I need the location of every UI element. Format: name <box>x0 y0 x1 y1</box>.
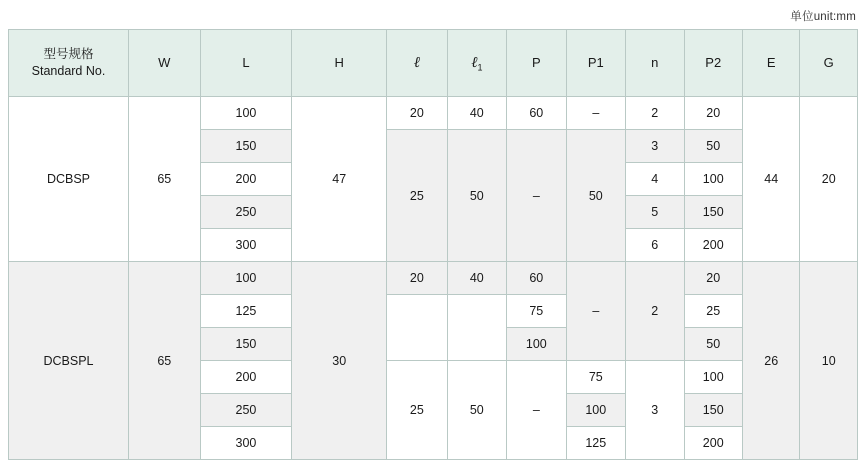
cell-n: 4 <box>626 163 684 196</box>
header-small-l1-subscript: 1 <box>477 62 483 73</box>
cell-small-l1: 40 <box>447 97 506 130</box>
cell-l: 250 <box>200 196 292 229</box>
cell-p2: 200 <box>684 229 742 262</box>
cell-p2: 100 <box>684 361 742 394</box>
cell-small-l1 <box>447 295 506 361</box>
cell-p2: 150 <box>684 196 742 229</box>
header-standard-no-en: Standard No. <box>31 64 106 78</box>
cell-l: 100 <box>200 262 292 295</box>
unit-note: 单位unit:mm <box>790 11 856 23</box>
cell-p2: 50 <box>684 130 742 163</box>
cell-p1: 75 <box>566 361 625 394</box>
header-standard-no <box>9 30 129 97</box>
cell-l: 100 <box>200 97 292 130</box>
cell-standard-no: DCBSP <box>9 97 129 262</box>
cell-n: 3 <box>626 361 684 460</box>
cell-l: 125 <box>200 295 292 328</box>
cell-n: 3 <box>626 130 684 163</box>
cell-n: 2 <box>626 262 684 361</box>
header-small-l1-glyph: ℓ <box>471 54 478 71</box>
cell-n: 5 <box>626 196 684 229</box>
cell-small-l1: 40 <box>447 262 506 295</box>
header-g: G <box>800 30 858 97</box>
header-p2: P2 <box>684 30 742 97</box>
header-small-l1 <box>447 30 506 97</box>
cell-p: 100 <box>507 328 566 361</box>
header-p1: P1 <box>566 30 625 97</box>
cell-p: 75 <box>507 295 566 328</box>
table-body <box>9 97 858 460</box>
header-small-l <box>387 30 447 97</box>
table-row <box>9 262 858 295</box>
cell-w: 65 <box>128 262 200 460</box>
cell-p2: 20 <box>684 262 742 295</box>
cell-l: 200 <box>200 361 292 394</box>
cell-p2: 50 <box>684 328 742 361</box>
cell-p2: 20 <box>684 97 742 130</box>
cell-standard-no: DCBSPL <box>9 262 129 460</box>
table-row <box>9 97 858 130</box>
cell-l: 300 <box>200 427 292 460</box>
header-standard-no-cn: 型号规格 <box>43 47 94 62</box>
cell-l: 150 <box>200 328 292 361</box>
header-row <box>9 30 858 97</box>
cell-g: 20 <box>800 97 858 262</box>
cell-p1: – <box>566 262 625 361</box>
cell-g: 10 <box>800 262 858 460</box>
header-n: n <box>626 30 684 97</box>
cell-l: 300 <box>200 229 292 262</box>
header-small-l-glyph: ℓ <box>413 54 420 71</box>
header-w: W <box>128 30 200 97</box>
cell-h: 47 <box>292 97 387 262</box>
cell-l: 250 <box>200 394 292 427</box>
cell-n: 6 <box>626 229 684 262</box>
cell-w: 65 <box>128 97 200 262</box>
cell-small-l: 25 <box>387 130 447 262</box>
cell-e: 44 <box>742 97 799 262</box>
cell-small-l: 25 <box>387 361 447 460</box>
header-p: P <box>507 30 566 97</box>
cell-p2: 25 <box>684 295 742 328</box>
header-h: H <box>292 30 387 97</box>
cell-p: 60 <box>507 262 566 295</box>
cell-l: 150 <box>200 130 292 163</box>
table-header <box>9 30 858 97</box>
cell-p: – <box>507 361 566 460</box>
cell-small-l: 20 <box>387 97 447 130</box>
cell-small-l1: 50 <box>447 130 506 262</box>
cell-n: 2 <box>626 97 684 130</box>
cell-p1: 50 <box>566 130 625 262</box>
cell-p1: – <box>566 97 625 130</box>
cell-p2: 100 <box>684 163 742 196</box>
cell-p2: 200 <box>684 427 742 460</box>
cell-h: 30 <box>292 262 387 460</box>
cell-small-l <box>387 295 447 361</box>
cell-p: 60 <box>507 97 566 130</box>
cell-p1: 100 <box>566 394 625 427</box>
header-e: E <box>742 30 799 97</box>
cell-small-l1: 50 <box>447 361 506 460</box>
header-l: L <box>200 30 292 97</box>
cell-p: – <box>507 130 566 262</box>
cell-p2: 150 <box>684 394 742 427</box>
cell-e: 26 <box>742 262 799 460</box>
specification-table <box>8 29 858 460</box>
cell-p1: 125 <box>566 427 625 460</box>
cell-small-l: 20 <box>387 262 447 295</box>
cell-l: 200 <box>200 163 292 196</box>
